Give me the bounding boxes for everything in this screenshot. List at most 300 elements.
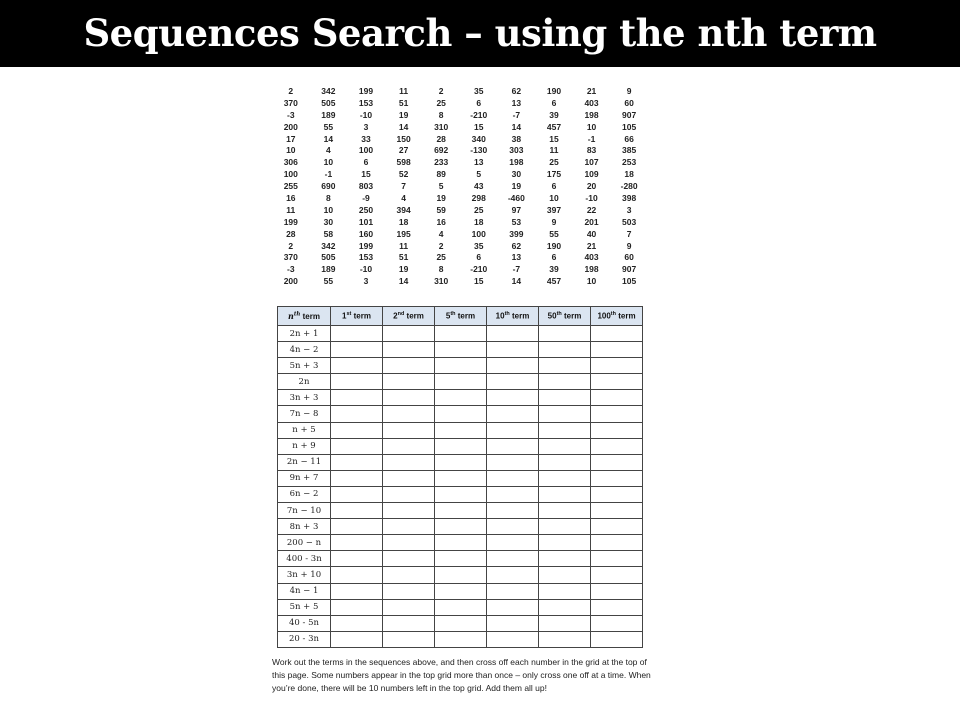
answer-cell[interactable] [487, 615, 539, 631]
grid-number[interactable]: 153 [358, 97, 374, 108]
answer-cell[interactable] [435, 438, 487, 454]
answer-cell[interactable] [435, 567, 487, 583]
grid-number[interactable]: 253 [622, 157, 637, 168]
grid-number[interactable]: 60 [624, 252, 634, 263]
grid-number[interactable]: 35 [474, 86, 484, 96]
answer-cell[interactable] [591, 390, 643, 406]
grid-number[interactable]: 13 [474, 157, 484, 168]
grid-number[interactable]: 198 [509, 157, 524, 168]
answer-cell[interactable] [331, 615, 383, 631]
grid-number[interactable]: 6 [476, 252, 482, 263]
answer-cell[interactable] [539, 615, 591, 631]
grid-number[interactable]: 9 [626, 86, 632, 96]
grid-number[interactable]: 403 [584, 97, 599, 108]
grid-number[interactable]: -3 [287, 264, 295, 275]
answer-cell[interactable] [487, 422, 539, 438]
grid-number[interactable]: 14 [511, 276, 522, 287]
grid-number[interactable]: -210 [470, 264, 488, 275]
answer-cell[interactable] [331, 535, 383, 551]
grid-number[interactable]: 62 [511, 240, 522, 251]
grid-number[interactable]: 6 [476, 97, 482, 108]
grid-row [272, 205, 648, 217]
answer-cell[interactable] [383, 519, 435, 535]
answer-cell[interactable] [383, 631, 435, 647]
grid-number[interactable]: 5 [476, 169, 482, 180]
answer-cell[interactable] [591, 599, 643, 615]
answer-cell[interactable] [591, 519, 643, 535]
grid-number[interactable]: 342 [321, 240, 336, 251]
answer-cell[interactable] [539, 390, 591, 406]
grid-number[interactable]: 58 [323, 228, 334, 239]
grid-number[interactable]: 398 [622, 193, 637, 204]
grid-number[interactable]: 153 [358, 252, 374, 263]
grid-number[interactable]: 38 [511, 133, 522, 144]
grid-number[interactable]: 10 [323, 157, 334, 168]
grid-number[interactable]: 30 [323, 216, 334, 227]
answer-cell[interactable] [487, 358, 539, 374]
grid-number[interactable]: 35 [474, 240, 484, 251]
answer-cell[interactable] [435, 326, 487, 342]
answer-cell[interactable] [435, 486, 487, 502]
answer-cell[interactable] [539, 519, 591, 535]
grid-number[interactable]: 6 [551, 181, 557, 192]
answer-cell[interactable] [591, 631, 643, 647]
grid-number[interactable]: 3 [363, 276, 369, 287]
answer-cell[interactable] [539, 551, 591, 567]
grid-number[interactable]: -3 [287, 109, 295, 120]
grid-number[interactable]: 2 [288, 86, 294, 96]
answer-cell[interactable] [383, 358, 435, 374]
answer-cell[interactable] [539, 326, 591, 342]
grid-number[interactable]: 100 [358, 145, 374, 156]
grid-number[interactable]: 190 [546, 86, 562, 96]
grid-number[interactable]: 28 [436, 133, 446, 144]
grid-number[interactable]: 28 [286, 228, 296, 239]
grid-number[interactable]: -280 [620, 181, 638, 192]
grid-number[interactable]: 160 [358, 228, 374, 239]
grid-number[interactable]: 233 [434, 157, 449, 168]
answer-cell[interactable] [331, 486, 383, 502]
answer-cell[interactable] [435, 583, 487, 599]
grid-number[interactable]: 25 [436, 252, 446, 263]
grid-number[interactable]: 66 [624, 133, 634, 144]
grid-number[interactable]: 100 [283, 169, 298, 180]
answer-cell[interactable] [487, 486, 539, 502]
answer-cell[interactable] [435, 551, 487, 567]
grid-number[interactable]: 199 [358, 86, 374, 96]
grid-number[interactable]: 195 [396, 228, 411, 239]
grid-number[interactable]: 199 [358, 240, 374, 251]
grid-number[interactable]: 394 [396, 204, 411, 215]
grid-number[interactable]: 598 [396, 157, 411, 168]
grid-number[interactable]: 4 [438, 228, 444, 239]
grid-number[interactable]: 6 [363, 157, 369, 168]
answer-cell[interactable] [591, 503, 643, 519]
grid-number[interactable]: 16 [286, 193, 296, 204]
grid-number[interactable]: 18 [474, 216, 484, 227]
grid-number[interactable]: 200 [283, 276, 298, 287]
grid-number[interactable]: 27 [398, 145, 409, 156]
answer-cell[interactable] [383, 470, 435, 486]
grid-number[interactable]: 403 [584, 252, 599, 263]
grid-number[interactable]: 19 [398, 109, 409, 120]
answer-cell[interactable] [331, 519, 383, 535]
grid-number[interactable]: 33 [361, 133, 371, 144]
answer-cell[interactable] [539, 374, 591, 390]
grid-number[interactable]: 201 [584, 216, 599, 227]
grid-number[interactable]: 13 [511, 252, 522, 263]
grid-number[interactable]: 60 [624, 97, 634, 108]
grid-number[interactable]: 13 [511, 97, 522, 108]
header-base: 2 [393, 311, 398, 321]
grid-number[interactable]: 2 [438, 240, 444, 251]
answer-cell[interactable] [591, 470, 643, 486]
answer-cell[interactable] [435, 631, 487, 647]
grid-number[interactable]: 4 [326, 145, 331, 156]
grid-number[interactable]: 11 [286, 204, 296, 215]
answer-cell[interactable] [539, 567, 591, 583]
answer-cell[interactable] [591, 454, 643, 470]
answer-cell[interactable] [383, 551, 435, 567]
grid-number[interactable]: 16 [436, 216, 446, 227]
grid-number[interactable]: 457 [546, 276, 562, 287]
grid-number[interactable]: 298 [471, 193, 486, 204]
grid-number[interactable]: 303 [509, 145, 524, 156]
grid-number[interactable]: 200 [283, 121, 298, 132]
grid-number[interactable]: 907 [622, 264, 637, 275]
answer-cell[interactable] [383, 615, 435, 631]
header-superscript: th [293, 311, 301, 318]
grid-number[interactable]: 101 [358, 216, 374, 227]
grid-number[interactable]: 503 [622, 216, 637, 227]
grid-number[interactable]: 803 [358, 181, 374, 192]
grid-number[interactable]: 306 [283, 157, 298, 168]
grid-number[interactable]: 39 [549, 264, 559, 275]
answer-cell[interactable] [487, 519, 539, 535]
grid-number[interactable]: 51 [398, 252, 409, 263]
answer-cell[interactable] [435, 358, 487, 374]
grid-number[interactable]: 3 [363, 121, 369, 132]
answer-cell[interactable] [487, 551, 539, 567]
answer-cell[interactable] [487, 374, 539, 390]
answer-cell[interactable] [591, 326, 643, 342]
grid-number[interactable]: -7 [512, 109, 521, 120]
grid-number[interactable]: 43 [474, 181, 484, 192]
answer-cell[interactable] [591, 615, 643, 631]
answer-cell[interactable] [331, 551, 383, 567]
grid-number[interactable]: -10 [359, 109, 373, 120]
grid-number[interactable]: 25 [549, 157, 559, 168]
answer-cell[interactable] [331, 470, 383, 486]
grid-number[interactable]: 39 [549, 109, 559, 120]
answer-cell[interactable] [383, 503, 435, 519]
answer-cell[interactable] [539, 503, 591, 519]
grid-number[interactable]: 25 [436, 97, 446, 108]
answer-cell[interactable] [383, 599, 435, 615]
answer-cell[interactable] [487, 535, 539, 551]
answer-cell[interactable] [539, 438, 591, 454]
grid-number[interactable]: 15 [549, 133, 559, 144]
answer-cell[interactable] [435, 406, 487, 422]
nth-term-expression: 4n − 2 [278, 342, 331, 358]
answer-cell[interactable] [487, 326, 539, 342]
answer-cell[interactable] [539, 422, 591, 438]
grid-number[interactable]: 8 [326, 193, 331, 204]
grid-number[interactable]: 9 [551, 216, 557, 227]
answer-cell[interactable] [487, 438, 539, 454]
answer-cell[interactable] [487, 342, 539, 358]
grid-number[interactable]: 22 [586, 204, 597, 215]
grid-number[interactable]: 59 [436, 204, 446, 215]
grid-number[interactable]: 19 [436, 193, 446, 204]
grid-number[interactable]: 15 [474, 276, 484, 287]
grid-number[interactable]: 105 [622, 121, 637, 132]
grid-number[interactable]: 97 [511, 204, 522, 215]
answer-cell[interactable] [591, 551, 643, 567]
answer-cell[interactable] [383, 438, 435, 454]
grid-number[interactable]: 62 [511, 86, 522, 96]
answer-cell[interactable] [591, 358, 643, 374]
answer-cell[interactable] [331, 374, 383, 390]
grid-number[interactable]: 18 [398, 216, 409, 227]
answer-cell[interactable] [435, 454, 487, 470]
grid-number[interactable]: -1 [324, 169, 333, 180]
answer-cell[interactable] [487, 406, 539, 422]
answer-cell[interactable] [383, 583, 435, 599]
answer-cell[interactable] [331, 406, 383, 422]
grid-number[interactable]: 385 [622, 145, 637, 156]
answer-cell[interactable] [383, 535, 435, 551]
grid-number[interactable]: 10 [286, 145, 296, 156]
answer-cell[interactable] [539, 342, 591, 358]
grid-number[interactable]: 11 [549, 145, 559, 156]
grid-number[interactable]: 30 [511, 169, 522, 180]
answer-cell[interactable] [331, 390, 383, 406]
grid-number[interactable]: 342 [321, 86, 336, 96]
grid-number[interactable]: 10 [586, 121, 597, 132]
grid-number[interactable]: 7 [401, 181, 406, 192]
grid-number[interactable]: 10 [586, 276, 597, 287]
grid-number[interactable]: 100 [471, 228, 486, 239]
answer-cell[interactable] [539, 406, 591, 422]
answer-cell[interactable] [435, 422, 487, 438]
grid-number[interactable]: 190 [546, 240, 562, 251]
answer-cell[interactable] [331, 567, 383, 583]
grid-number[interactable]: 399 [509, 228, 524, 239]
grid-number[interactable]: 310 [434, 276, 449, 287]
answer-cell[interactable] [487, 503, 539, 519]
answer-cell[interactable] [435, 470, 487, 486]
grid-number[interactable]: 14 [511, 121, 522, 132]
grid-number[interactable]: 175 [546, 169, 562, 180]
grid-number[interactable]: 10 [323, 204, 334, 215]
answer-cell[interactable] [539, 631, 591, 647]
grid-number[interactable]: 199 [283, 216, 298, 227]
grid-number[interactable]: 89 [436, 169, 446, 180]
grid-number[interactable]: 457 [546, 121, 562, 132]
answer-cell[interactable] [383, 406, 435, 422]
answer-cell[interactable] [591, 406, 643, 422]
grid-number[interactable]: 21 [586, 240, 597, 251]
grid-number[interactable]: 20 [586, 181, 597, 192]
grid-number[interactable]: -460 [507, 193, 525, 204]
grid-number[interactable]: 52 [398, 169, 409, 180]
grid-number[interactable]: -1 [587, 133, 596, 144]
answer-cell[interactable] [435, 519, 487, 535]
grid-number[interactable]: 3 [626, 204, 632, 215]
grid-number[interactable]: 150 [396, 133, 411, 144]
table-row [278, 406, 643, 422]
answer-cell[interactable] [591, 438, 643, 454]
answer-cell[interactable] [331, 342, 383, 358]
answer-cell[interactable] [487, 567, 539, 583]
grid-number[interactable]: -9 [362, 193, 370, 204]
grid-number[interactable]: 310 [434, 121, 449, 132]
table-row [278, 503, 643, 519]
grid-number[interactable]: 18 [624, 169, 634, 180]
answer-cell[interactable] [331, 326, 383, 342]
grid-number[interactable]: 370 [283, 97, 298, 108]
grid-number[interactable]: 40 [586, 228, 597, 239]
grid-number[interactable]: 250 [358, 204, 374, 215]
grid-number[interactable]: 11 [399, 240, 409, 251]
grid-number[interactable]: 19 [398, 264, 409, 275]
grid-number[interactable]: 189 [321, 109, 336, 120]
column-header [539, 307, 591, 326]
grid-number[interactable]: 505 [321, 97, 336, 108]
grid-number[interactable]: -210 [470, 109, 488, 120]
grid-number[interactable]: 907 [622, 109, 637, 120]
grid-number[interactable]: 2 [438, 86, 444, 96]
answer-cell[interactable] [539, 535, 591, 551]
answer-cell[interactable] [539, 599, 591, 615]
answer-cell[interactable] [331, 454, 383, 470]
grid-number[interactable]: 55 [549, 228, 559, 239]
column-header [331, 307, 383, 326]
answer-cell[interactable] [487, 454, 539, 470]
grid-number[interactable]: -10 [359, 264, 373, 275]
answer-cell[interactable] [331, 599, 383, 615]
answer-cell[interactable] [591, 486, 643, 502]
grid-number[interactable]: 690 [321, 181, 336, 192]
grid-number[interactable]: 14 [323, 133, 334, 144]
grid-number[interactable]: 6 [551, 252, 557, 263]
grid-number[interactable]: 397 [546, 204, 562, 215]
answer-cell[interactable] [331, 583, 383, 599]
grid-number[interactable]: 692 [434, 145, 449, 156]
answer-cell[interactable] [591, 422, 643, 438]
answer-cell[interactable] [435, 599, 487, 615]
answer-cell[interactable] [331, 631, 383, 647]
grid-number[interactable]: 55 [323, 276, 334, 287]
answer-cell[interactable] [591, 342, 643, 358]
answer-cell[interactable] [591, 374, 643, 390]
grid-number[interactable]: 505 [321, 252, 336, 263]
answer-cell[interactable] [383, 486, 435, 502]
answer-cell[interactable] [383, 422, 435, 438]
grid-number[interactable]: 17 [286, 133, 296, 144]
answer-cell[interactable] [383, 454, 435, 470]
answer-cell[interactable] [487, 631, 539, 647]
grid-number[interactable]: 14 [398, 276, 409, 287]
grid-number[interactable]: 25 [474, 204, 484, 215]
answer-cell[interactable] [331, 503, 383, 519]
grid-number[interactable]: 2 [288, 240, 294, 251]
answer-cell[interactable] [435, 374, 487, 390]
grid-number[interactable]: -130 [470, 145, 488, 156]
answer-cell[interactable] [383, 326, 435, 342]
grid-number[interactable]: 198 [584, 109, 599, 120]
grid-number[interactable]: 7 [626, 228, 632, 239]
grid-number[interactable]: 55 [323, 121, 334, 132]
grid-number[interactable]: 8 [438, 264, 444, 275]
grid-number[interactable]: -7 [512, 264, 521, 275]
grid-number[interactable]: 19 [511, 181, 522, 192]
grid-number[interactable]: 6 [551, 97, 557, 108]
grid-number[interactable]: 189 [321, 264, 336, 275]
grid-number[interactable]: 198 [584, 264, 599, 275]
grid-number[interactable]: 53 [511, 216, 522, 227]
grid-number[interactable]: -10 [585, 193, 598, 204]
answer-cell[interactable] [539, 470, 591, 486]
grid-number[interactable]: 9 [626, 240, 632, 251]
answer-cell[interactable] [435, 503, 487, 519]
grid-number[interactable]: 14 [398, 121, 409, 132]
grid-number[interactable]: 107 [584, 157, 599, 168]
grid-number[interactable]: 5 [438, 181, 444, 192]
grid-number[interactable]: 8 [438, 109, 444, 120]
answer-cell[interactable] [539, 358, 591, 374]
answer-cell[interactable] [487, 390, 539, 406]
grid-number[interactable]: 11 [399, 86, 409, 96]
answer-cell[interactable] [539, 486, 591, 502]
answer-cell[interactable] [591, 567, 643, 583]
grid-number[interactable]: 105 [622, 276, 637, 287]
answer-cell[interactable] [487, 583, 539, 599]
answer-cell[interactable] [591, 535, 643, 551]
answer-cell[interactable] [435, 615, 487, 631]
answer-cell[interactable] [435, 535, 487, 551]
grid-number[interactable]: 4 [401, 193, 406, 204]
answer-cell[interactable] [383, 390, 435, 406]
grid-number[interactable]: 340 [471, 133, 486, 144]
grid-number[interactable]: 10 [549, 193, 559, 204]
grid-number[interactable]: 51 [398, 97, 409, 108]
grid-row [272, 229, 648, 241]
table-row [278, 567, 643, 583]
grid-number[interactable]: 109 [584, 169, 599, 180]
answer-cell[interactable] [435, 390, 487, 406]
answer-cell[interactable] [331, 422, 383, 438]
answer-cell[interactable] [435, 342, 487, 358]
answer-cell[interactable] [383, 374, 435, 390]
grid-number[interactable]: 83 [586, 145, 597, 156]
answer-cell[interactable] [487, 470, 539, 486]
answer-cell[interactable] [331, 438, 383, 454]
answer-cell[interactable] [539, 583, 591, 599]
answer-cell[interactable] [539, 454, 591, 470]
grid-number[interactable]: 370 [283, 252, 298, 263]
grid-number[interactable]: 255 [283, 181, 298, 192]
answer-cell[interactable] [383, 342, 435, 358]
answer-cell[interactable] [331, 358, 383, 374]
answer-cell[interactable] [487, 599, 539, 615]
grid-number[interactable]: 15 [361, 169, 371, 180]
grid-number[interactable]: 21 [586, 86, 597, 96]
grid-number[interactable]: 15 [474, 121, 484, 132]
answer-cell[interactable] [383, 567, 435, 583]
answer-cell[interactable] [591, 583, 643, 599]
